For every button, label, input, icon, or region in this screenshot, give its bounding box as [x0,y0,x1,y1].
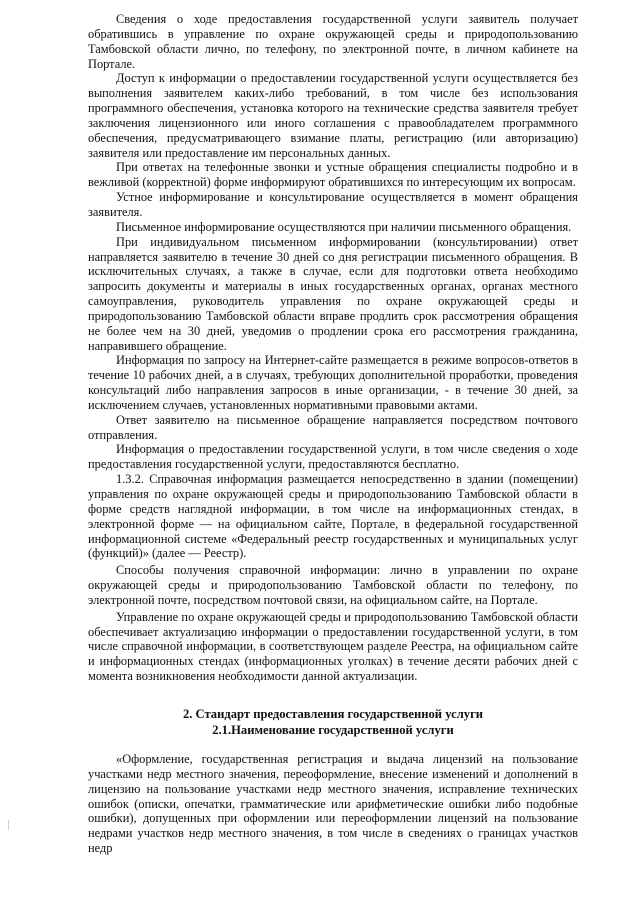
paragraph-written-informing: Письменное информирование осуществляются при наличии письменного обращения. [116,219,572,234]
paragraph-oral-consulting: Устное информирование и консультирование осуществляется в момент обращения заявителя. [88,190,578,219]
subsection-heading: 2.1.Наименование государственной услуги [212,722,454,737]
paragraph-progress-info: Сведения о ходе предоставления государственной услуги заявитель получает обратившись в управление по охране окружающей среды и природопользованию Тамбовской области лично, по телефону, по электронной почте, в личном кабинете на Портале. [88,12,578,71]
paragraph-phone-answers: При ответах на телефонные звонки и устные обращения специалисты подробно и в вежливой (корректной) форме информируют обратившихся по интересующим их вопросам. [88,160,578,190]
paragraph-access-info: Доступ к информации о предоставлении государственной услуги осуществляется без выполнения заявителем каких-либо требований, в том числе без использования программного обеспечения, установка которого на технические средства заявителя требует заключения лицензионного или иного соглашения с правообладателем программного обеспечения, предусматривающего взимание платы, регистрацию (или авторизацию) заявителя или предоставление им персональных данных. [88,71,578,160]
paragraph-individual-written: При индивидуальном письменном информировании (консультировании) ответ направляется заявителю в течение 30 дней со дня регистрации письменного обращения. В исключительных случаях, а также в случае, если для подготовки ответа необходимо запросить документы и материалы в иных государственных органах, органах местного самоуправления, руководитель управления по охране окружающей среды и природопользованию Тамбовской области вправе продлить срок рассмотрения обращения не более чем на 30 дней, уведомив о продлении срока его рассмотрения гражданина, направившего обращение. [88,234,578,353]
paragraph-1-3-2-reference-info: 1.3.2. Справочная информация размещается непосредственно в здании (помещении) управления по охране окружающей среды и природопользованию Тамбовской области в форме средств наглядной информации, в том числе на информационных стендах, в электронной форме — на официальном сайте, Портале, в федеральной государственной информационной системе «Федеральный реестр государственных и муниципальных услуг (функций)» (далее — Реестр). [88,472,578,561]
scan-margin-mark [8,820,13,830]
paragraph-reference-methods: Способы получения справочной информации: лично в управлении по охране окружающей среды и природопользованию Тамбовской области по телефону, по электронной почте, посредством почтовой связи, на официальном сайте, на Портале. [88,563,578,607]
section-headings [88,706,578,738]
paragraph-postal-reply: Ответ заявителю на письменное обращение направляется посредством почтового отправления. [88,412,578,442]
paragraph-service-name: «Оформление, государственная регистрация и выдача лицензий на пользование участками недр местного значения, переоформление, внесение изменений и дополнений в лицензию на пользование участками недр местного значения, исправление технических ошибок (описки, опечатки, грамматические или арифметические ошибки либо подобные ошибки), допущенных при оформлении или переоформлении лицензий на пользование недрами участков недр местного значения, в том числе в сведениях о границах участков недр [88,751,578,856]
paragraph-internet-requests: Информация по запросу на Интернет-сайте размещается в режиме вопросов-ответов в течение 10 рабочих дней, а в случаях, требующих дополнительной проработки, проведения консультаций либо направления запросов в иные организации, - в течение 30 дней, за исключением случаев, установленных нормативными правовыми актами. [88,353,578,412]
paragraph-actualization: Управление по охране окружающей среды и природопользованию Тамбовской области обеспечивает актуализацию информации о предоставлении государственной услуги, в том числе справочной информации, в соответствующем разделе Реестра, на официальном сайте и информационных стендах (информационных уголках) в течение десяти рабочих дней с момента возникновения необходимости данной актуализации. [88,609,578,684]
section-heading: 2. Стандарт предоставления государственной услуги [182,706,484,721]
paragraph-free-of-charge: Информация о предоставлении государственной услуги, в том числе сведения о ходе предоставления государственной услуги, предоставляются бесплатно. [88,442,578,472]
